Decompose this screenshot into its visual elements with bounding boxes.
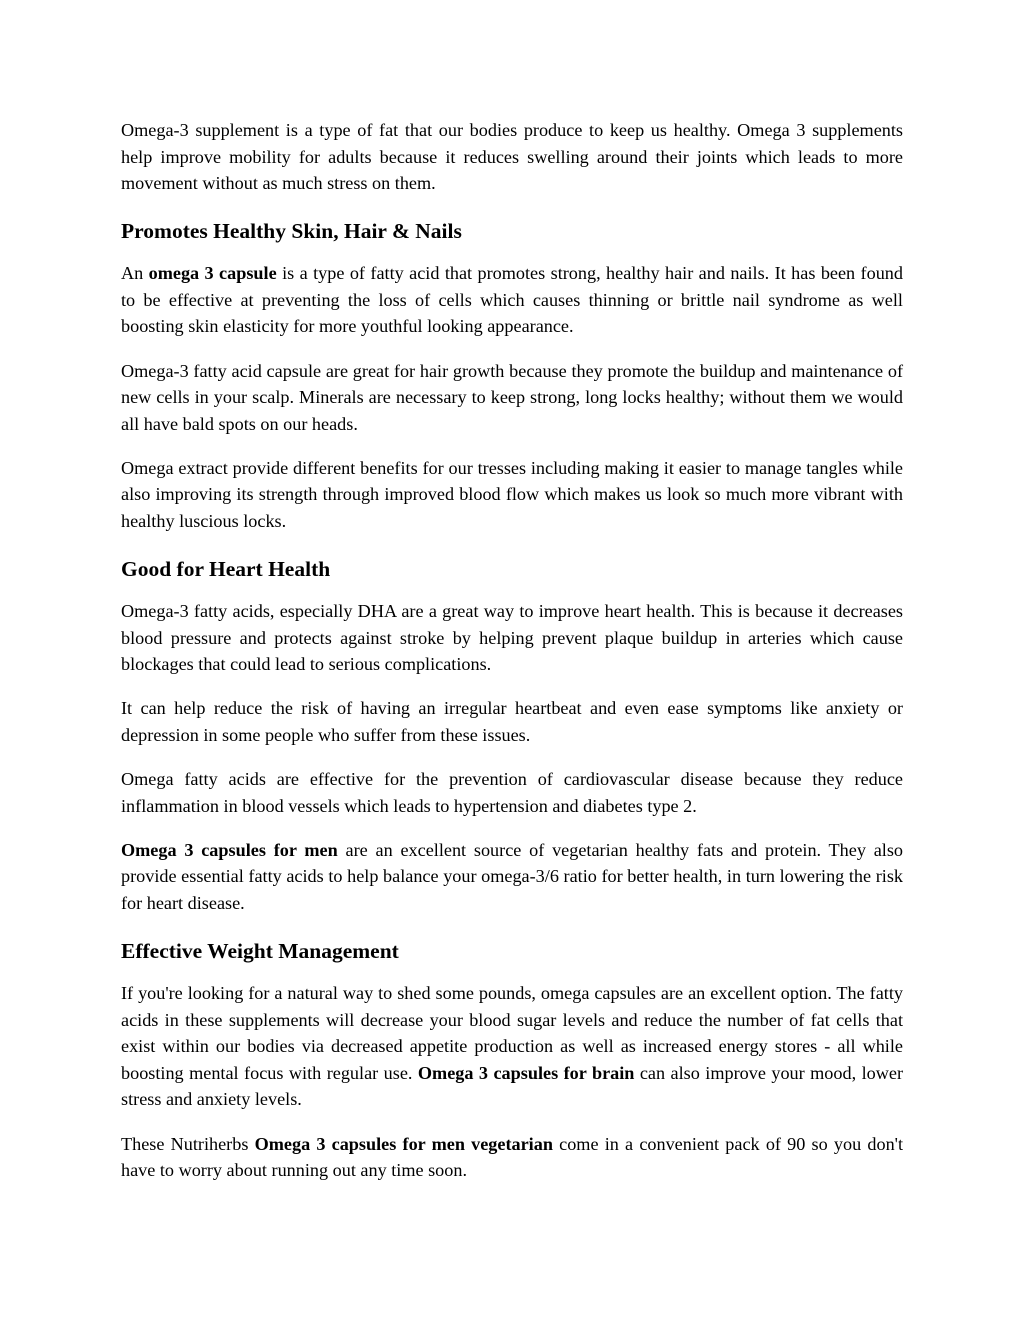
heart-p2-text: It can help reduce the risk of having an irregular heartbeat and even ease symptoms like anxiety or depression in some people who suffer from these issues.	[121, 698, 903, 745]
skin-p2-text: Omega-3 fatty acid capsule are great for hair growth because they promote the buildup and maintenance of new cells in your scalp. Minerals are necessary to keep strong, long locks healthy; without them we would all have bald spots on our heads.	[121, 360, 903, 434]
heart-p3-text: Omega fatty acids are effective for the prevention of cardiovascular disease because they reduce inflammation in blood vessels which leads to hypertension and diabetes type 2.	[121, 769, 903, 816]
weight-p2-after: come in a convenient pack of 90 so you don't have to worry about running out any time soon.	[121, 1133, 903, 1181]
weight-p2-before: These Nutriherbs	[121, 1133, 255, 1154]
skin-p1-before: An	[121, 263, 149, 284]
weight-p1-after: can also improve your mood, lower stress and anxiety levels.	[121, 1062, 904, 1110]
keyword-omega-3-capsules-for-brain: Omega 3 capsules for brain	[417, 1062, 635, 1083]
skin-paragraph-1	[121, 260, 903, 340]
weight-p1-before: If you're looking for a natural way to shed some pounds, omega capsules are an excellent option. The fatty acids in these supplements will decrease your blood sugar levels and reduce the number of fat cells that exist within our bodies via decreased appetite production as well as increased energy stores - all while boosting mental focus with regular use.	[121, 983, 903, 1083]
heart-paragraph-3	[121, 766, 903, 819]
keyword-omega-3-capsule: omega 3 capsule	[148, 263, 277, 284]
skin-paragraph-2	[121, 358, 903, 438]
heading-heart-health: Good for Heart Health	[121, 557, 331, 582]
keyword-omega-3-capsules-for-men-vegetarian: Omega 3 capsules for men vegetarian	[254, 1133, 553, 1154]
heading-weight-management: Effective Weight Management	[121, 939, 399, 964]
weight-paragraph-2	[121, 1131, 903, 1184]
document-page	[121, 117, 903, 1201]
heart-paragraph-2	[121, 695, 903, 748]
skin-p1-after: is a type of fatty acid that promotes strong, healthy hair and nails. It has been found to be effective at preventing the loss of cells which causes thinning or brittle nail syndrome as well boosting skin elasticity for more youthful looking appearance.	[121, 263, 903, 337]
heart-p1-text: Omega-3 fatty acids, especially DHA are a great way to improve heart health. This is because it decreases blood pressure and protects against stroke by helping prevent plaque buildup in arteries which cause blockages that could lead to serious complications.	[121, 601, 903, 675]
heading-skin-hair-nails: Promotes Healthy Skin, Hair & Nails	[121, 219, 462, 244]
heart-paragraph-4	[121, 837, 903, 917]
weight-paragraph-1	[121, 980, 903, 1113]
skin-p3-text: Omega extract provide different benefits for our tresses including making it easier to manage tangles while also improving its strength through improved blood flow which makes us look so much more vibrant with healthy luscious locks.	[121, 457, 903, 532]
intro-text: Omega-3 supplement is a type of fat that our bodies produce to keep us healthy. Omega 3 supplements help improve mobility for adults because it reduces swelling around their joints which leads to more movement without as much stress on them.	[121, 120, 903, 194]
heart-paragraph-1	[121, 598, 903, 678]
skin-paragraph-3	[121, 455, 903, 535]
heart-p4-after: are an excellent source of vegetarian healthy fats and protein. They also provide essential fatty acids to help balance your omega-3/6 ratio for better health, in turn lowering the risk for heart disease.	[121, 839, 903, 913]
keyword-omega-3-capsules-for-men: Omega 3 capsules for men	[121, 839, 338, 860]
intro-paragraph	[121, 117, 903, 197]
